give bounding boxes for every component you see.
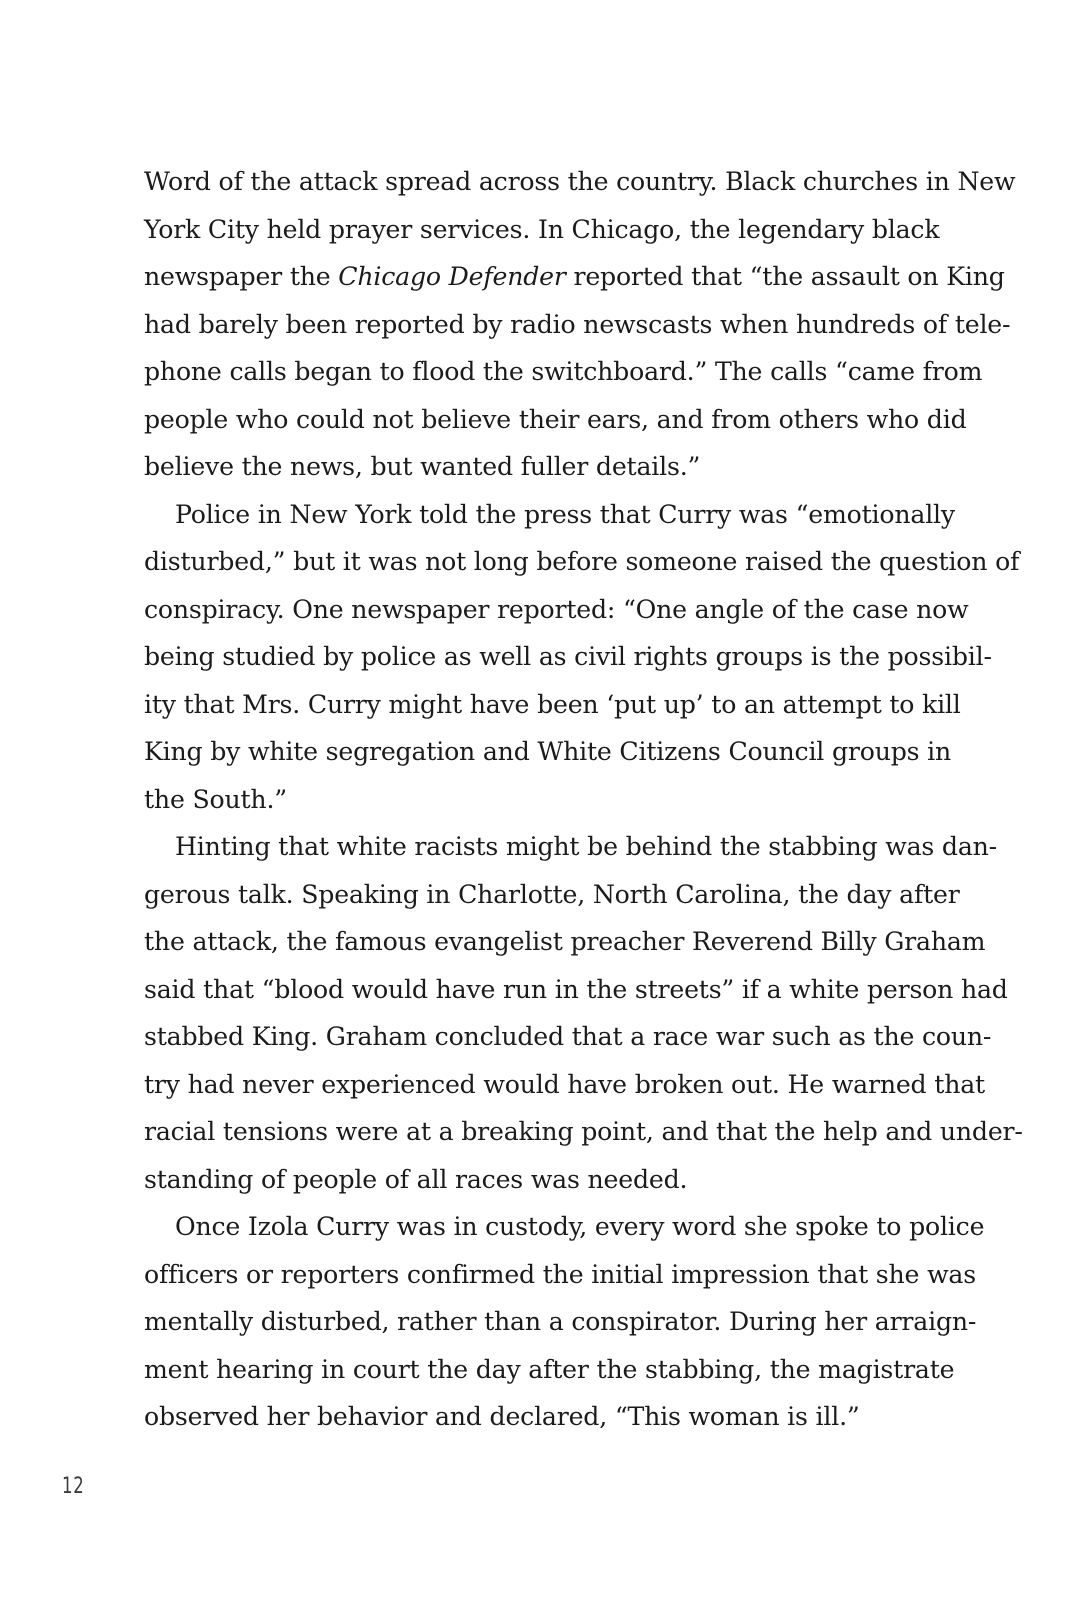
text-line: officers or reporters confirmed the initial impression that she was — [144, 1259, 976, 1289]
text-line: observed her behavior and declared, “This woman is ill.” — [144, 1402, 860, 1431]
text-line: stabbed King. Graham concluded that a race war such as the coun- — [144, 1022, 992, 1051]
text-line: had barely been reported by radio newscasts when hundreds of tele- — [144, 309, 1011, 339]
paragraph — [144, 1203, 985, 1441]
text-line: believe the news, but wanted fuller details.” — [144, 452, 701, 481]
text-line: conspiracy. One newspaper reported: “One angle of the case now — [144, 594, 969, 624]
text-line: phone calls began to flood the switchboard.” The calls “came from — [144, 357, 983, 386]
text-line: Hinting that white racists might be behind the stabbing was dan- — [175, 832, 997, 861]
text-line: ity that Mrs. Curry might have been ‘put up’ to an attempt to kill — [144, 689, 961, 719]
publication-title: Chicago Defender — [338, 262, 566, 291]
text-line: try had never experienced would have broken out. He warned that — [144, 1069, 985, 1099]
text-line: being studied by police as well as civil rights groups is the possibil- — [144, 642, 992, 671]
page-number: 12 — [62, 1474, 85, 1499]
text-line: racial tensions were at a breaking point, and that the help and under- — [144, 1117, 1023, 1146]
text-line: mentally disturbed, rather than a conspirator. During her arraign- — [144, 1307, 977, 1336]
text-line: newspaper the Chicago Defender reported that “the assault on King — [144, 262, 1005, 291]
text-line: people who could not believe their ears, and from others who did — [144, 404, 967, 434]
text-line: gerous talk. Speaking in Charlotte, North Carolina, the day after — [144, 879, 960, 909]
text-line: ment hearing in court the day after the stabbing, the magistrate — [144, 1354, 955, 1384]
text-line: the attack, the famous evangelist preacher Reverend Billy Graham — [144, 927, 986, 956]
paragraph — [144, 491, 1020, 824]
text-line: Once Izola Curry was in custody, every word she spoke to police — [175, 1212, 985, 1241]
text-line: said that “blood would have run in the streets” if a white person had — [144, 974, 1008, 1004]
body-text — [144, 158, 1023, 1441]
text-line: the South.” — [144, 784, 287, 814]
text-line: standing of people of all races was needed. — [144, 1164, 688, 1194]
text-line: York City held prayer services. In Chicago, the legendary black — [144, 214, 940, 244]
text-line: disturbed,” but it was not long before someone raised the question of — [144, 547, 1020, 576]
paragraph — [144, 158, 1016, 491]
paragraph — [144, 823, 1023, 1203]
text-line: King by white segregation and White Citizens Council groups in — [144, 737, 952, 766]
text-line: Word of the attack spread across the country. Black churches in New — [144, 167, 1016, 196]
text-line: Police in New York told the press that Curry was “emotionally — [175, 499, 955, 529]
